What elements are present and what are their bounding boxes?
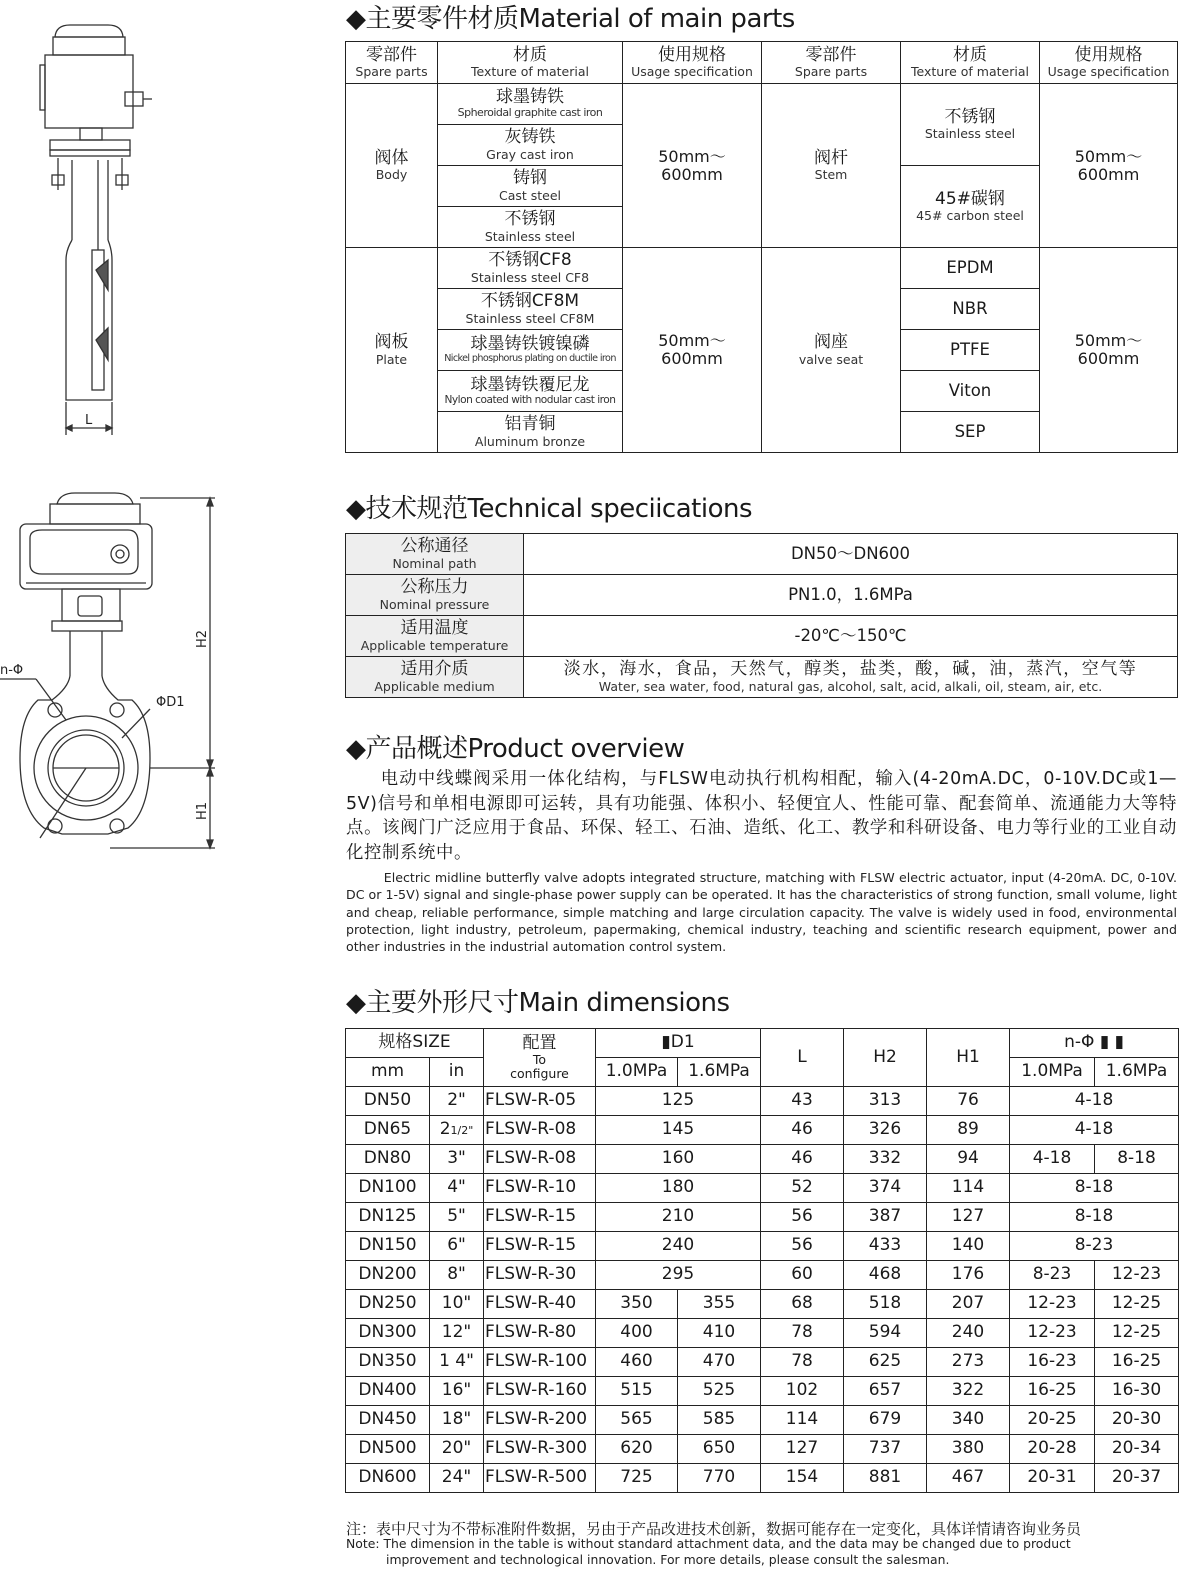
cell-config: FLSW-R-05 bbox=[484, 1087, 596, 1116]
note-zh: 注：表中尺寸为不带标准附件数据，另由于产品改进技术创新，数据可能存在一定变化，具体详情请咨询业务员 bbox=[346, 1520, 1082, 1538]
header-mm: mm bbox=[346, 1058, 430, 1087]
table-row bbox=[346, 1406, 1179, 1435]
material-cell: SEP bbox=[901, 412, 1040, 453]
table-row bbox=[346, 1377, 1179, 1406]
cell-config: FLSW-R-15 bbox=[484, 1232, 596, 1261]
cell-l: 52 bbox=[761, 1174, 844, 1203]
cell-config: FLSW-R-80 bbox=[484, 1319, 596, 1348]
table-row bbox=[346, 1232, 1179, 1261]
cell-h2: 326 bbox=[844, 1116, 927, 1145]
cell-in: 8" bbox=[430, 1261, 484, 1290]
cell-in: 1 4" bbox=[430, 1348, 484, 1377]
cell-in: 5" bbox=[430, 1203, 484, 1232]
cell-holes-16: 20-30 bbox=[1095, 1406, 1179, 1435]
material-cell: 铸钢 Cast steel bbox=[438, 166, 623, 207]
header-size: 规格SIZE bbox=[346, 1029, 484, 1058]
cell-in: 20" bbox=[430, 1435, 484, 1464]
cell-h2: 625 bbox=[844, 1348, 927, 1377]
material-cell: EPDM bbox=[901, 248, 1040, 289]
cell-in: 21/2" bbox=[430, 1116, 484, 1145]
cell-d1: 160 bbox=[596, 1145, 761, 1174]
cell-h2: 332 bbox=[844, 1145, 927, 1174]
table-row bbox=[346, 1319, 1179, 1348]
header-h1: H1 bbox=[927, 1029, 1010, 1087]
material-cell: 灰铸铁 Gray cast iron bbox=[438, 125, 623, 166]
materials-header-cell: 使用规格 Usage specification bbox=[1040, 42, 1178, 84]
cell-d1-16: 770 bbox=[678, 1464, 761, 1493]
cell-d1: 180 bbox=[596, 1174, 761, 1203]
cell-h2: 387 bbox=[844, 1203, 927, 1232]
cell-holes-16: 12-25 bbox=[1095, 1290, 1179, 1319]
cell-in: 10" bbox=[430, 1290, 484, 1319]
material-cell: Viton bbox=[901, 371, 1040, 412]
header-holes-10: 1.0MPa bbox=[1010, 1058, 1095, 1087]
materials-header-cell: 材质 Texture of material bbox=[901, 42, 1040, 84]
cell-holes-10: 12-23 bbox=[1010, 1290, 1095, 1319]
spec-cell: 50mm～ 600mm bbox=[1040, 248, 1178, 453]
header-d1-10: 1.0MPa bbox=[596, 1058, 678, 1087]
cell-h1: 322 bbox=[927, 1377, 1010, 1406]
dim-label-holes: n-Φ bbox=[0, 663, 24, 678]
table-row bbox=[346, 1464, 1179, 1493]
technical-table bbox=[345, 533, 1178, 698]
cell-l: 102 bbox=[761, 1377, 844, 1406]
spec-value: PN1.0，1.6MPa bbox=[524, 575, 1178, 616]
cell-holes: 8-23 bbox=[1010, 1232, 1179, 1261]
cell-l: 60 bbox=[761, 1261, 844, 1290]
cell-d1: 125 bbox=[596, 1087, 761, 1116]
cell-h2: 374 bbox=[844, 1174, 927, 1203]
header-holes: n-Φ ▮ ▮ bbox=[1010, 1029, 1179, 1058]
cell-l: 114 bbox=[761, 1406, 844, 1435]
material-cell: 45#碳钢 45# carbon steel bbox=[901, 166, 1040, 248]
cell-h2: 518 bbox=[844, 1290, 927, 1319]
cell-config: FLSW-R-08 bbox=[484, 1116, 596, 1145]
cell-h2: 679 bbox=[844, 1406, 927, 1435]
material-cell: 不锈钢CF8M Stainless steel CF8M bbox=[438, 289, 623, 330]
cell-d1: 210 bbox=[596, 1203, 761, 1232]
cell-d1-16: 525 bbox=[678, 1377, 761, 1406]
technical-row bbox=[346, 534, 1178, 575]
cell-config: FLSW-R-100 bbox=[484, 1348, 596, 1377]
cell-in: 6" bbox=[430, 1232, 484, 1261]
header-holes-16: 1.6MPa bbox=[1095, 1058, 1179, 1087]
dim-label-h1: H1 bbox=[195, 801, 210, 820]
cell-h1: 127 bbox=[927, 1203, 1010, 1232]
cell-d1-10: 620 bbox=[596, 1435, 678, 1464]
cell-h1: 176 bbox=[927, 1261, 1010, 1290]
header-l: L bbox=[761, 1029, 844, 1087]
spec-label: 公称压力 Nominal pressure bbox=[346, 575, 524, 616]
overview-text-zh: 电动中线蝶阀采用一体化结构，与FLSW电动执行机构相配，输入(4-20mA.DC，0-10V.DC或1—5V)信号和单相电源即可运转，具有功能强、体积小、轻便宜人、性能可靠、配套简单、流通能力大等特点。该阀门广泛应用于食品、环保、轻工、石油、造纸、化工、教学和科研设备、电力等行业的工业自动化控制系统中。 bbox=[346, 769, 1177, 863]
cell-holes: 4-18 bbox=[1010, 1087, 1179, 1116]
cell-in: 16" bbox=[430, 1377, 484, 1406]
cell-d1: 295 bbox=[596, 1261, 761, 1290]
cell-mm: DN500 bbox=[346, 1435, 430, 1464]
cell-h1: 340 bbox=[927, 1406, 1010, 1435]
cell-holes-16: 12-25 bbox=[1095, 1319, 1179, 1348]
cell-holes-10: 16-25 bbox=[1010, 1377, 1095, 1406]
header-d1-16: 1.6MPa bbox=[678, 1058, 761, 1087]
cell-in: 24" bbox=[430, 1464, 484, 1493]
cell-h2: 737 bbox=[844, 1435, 927, 1464]
table-row bbox=[346, 1116, 1179, 1145]
cell-h2: 468 bbox=[844, 1261, 927, 1290]
dim-label-d1: ΦD1 bbox=[156, 695, 185, 710]
cell-holes: 8-18 bbox=[1010, 1174, 1179, 1203]
cell-holes-16: 12-23 bbox=[1095, 1261, 1179, 1290]
cell-d1-10: 400 bbox=[596, 1319, 678, 1348]
cell-mm: DN100 bbox=[346, 1174, 430, 1203]
cell-d1-16: 585 bbox=[678, 1406, 761, 1435]
materials-heading: ◆主要零件材质Material of main parts bbox=[346, 4, 795, 34]
cell-d1-10: 350 bbox=[596, 1290, 678, 1319]
cell-l: 56 bbox=[761, 1203, 844, 1232]
cell-d1-10: 725 bbox=[596, 1464, 678, 1493]
note-en: Note: The dimension in the table is without standard attachment data, and the data may be changed due to product bbox=[346, 1536, 1071, 1551]
spec-value: -20℃～150℃ bbox=[524, 616, 1178, 657]
header-config: 配置 To configure bbox=[484, 1029, 596, 1087]
spec-value: 淡水，海水，食品，天然气，醇类，盐类，酸，碱，油，蒸汽，空气等 Water, sea water, food, natural gas, alcohol, salt, acid, alkali, oil, steam, air, etc. bbox=[524, 657, 1178, 698]
cell-holes: 4-18 bbox=[1010, 1116, 1179, 1145]
cell-mm: DN80 bbox=[346, 1145, 430, 1174]
valve-front-view-drawing bbox=[0, 488, 230, 860]
material-cell: 铝青铜 Aluminum bronze bbox=[438, 412, 623, 453]
cell-l: 56 bbox=[761, 1232, 844, 1261]
table-row bbox=[346, 1261, 1179, 1290]
cell-d1-10: 515 bbox=[596, 1377, 678, 1406]
cell-holes-16: 20-34 bbox=[1095, 1435, 1179, 1464]
material-cell: 不锈钢 Stainless steel bbox=[438, 207, 623, 248]
spec-label: 公称通径 Nominal path bbox=[346, 534, 524, 575]
cell-config: FLSW-R-200 bbox=[484, 1406, 596, 1435]
table-row bbox=[346, 1174, 1179, 1203]
cell-l: 43 bbox=[761, 1087, 844, 1116]
dimensions-table bbox=[345, 1028, 1179, 1493]
cell-config: FLSW-R-08 bbox=[484, 1145, 596, 1174]
cell-holes-16: 8-18 bbox=[1095, 1145, 1179, 1174]
material-cell: 球墨铸铁覆尼龙 Nylon coated with nodular cast iron bbox=[438, 371, 623, 412]
cell-mm: DN400 bbox=[346, 1377, 430, 1406]
cell-l: 78 bbox=[761, 1348, 844, 1377]
part-stem: 阀杆 Stem bbox=[762, 84, 901, 248]
cell-h1: 114 bbox=[927, 1174, 1010, 1203]
material-cell: 球墨铸铁 Spheroidal graphite cast iron bbox=[438, 84, 623, 125]
cell-holes: 8-18 bbox=[1010, 1203, 1179, 1232]
part-body: 阀体 Body bbox=[346, 84, 438, 248]
material-cell: 不锈钢CF8 Stainless steel CF8 bbox=[438, 248, 623, 289]
cell-mm: DN350 bbox=[346, 1348, 430, 1377]
cell-holes-10: 20-31 bbox=[1010, 1464, 1095, 1493]
cell-in: 18" bbox=[430, 1406, 484, 1435]
overview-heading: ◆产品概述Product overview bbox=[346, 734, 685, 764]
cell-h1: 89 bbox=[927, 1116, 1010, 1145]
cell-config: FLSW-R-15 bbox=[484, 1203, 596, 1232]
cell-h2: 657 bbox=[844, 1377, 927, 1406]
dimensions-heading: ◆主要外形尺寸Main dimensions bbox=[346, 988, 730, 1018]
cell-h1: 273 bbox=[927, 1348, 1010, 1377]
cell-config: FLSW-R-160 bbox=[484, 1377, 596, 1406]
materials-header-cell: 使用规格 Usage specification bbox=[623, 42, 762, 84]
cell-holes-10: 4-18 bbox=[1010, 1145, 1095, 1174]
cell-holes-10: 20-25 bbox=[1010, 1406, 1095, 1435]
spec-cell: 50mm～ 600mm bbox=[623, 84, 762, 248]
cell-mm: DN600 bbox=[346, 1464, 430, 1493]
cell-h1: 76 bbox=[927, 1087, 1010, 1116]
materials-header-cell: 零部件 Spare parts bbox=[346, 42, 438, 84]
cell-holes-16: 20-37 bbox=[1095, 1464, 1179, 1493]
cell-holes-10: 16-23 bbox=[1010, 1348, 1095, 1377]
part-plate: 阀板 Plate bbox=[346, 248, 438, 453]
cell-h1: 380 bbox=[927, 1435, 1010, 1464]
cell-d1-16: 650 bbox=[678, 1435, 761, 1464]
dim-label-h2: H2 bbox=[195, 629, 210, 648]
cell-d1-16: 410 bbox=[678, 1319, 761, 1348]
cell-mm: DN65 bbox=[346, 1116, 430, 1145]
table-row bbox=[346, 1203, 1179, 1232]
cell-d1-16: 355 bbox=[678, 1290, 761, 1319]
cell-h2: 881 bbox=[844, 1464, 927, 1493]
cell-config: FLSW-R-300 bbox=[484, 1435, 596, 1464]
material-cell: 球墨铸铁镀镍磷 Nickel phosphorus plating on ductile iron bbox=[438, 330, 623, 371]
cell-holes-16: 16-25 bbox=[1095, 1348, 1179, 1377]
technical-row bbox=[346, 657, 1178, 698]
dim-label-l: L bbox=[85, 413, 93, 428]
valve-side-view-drawing bbox=[0, 10, 175, 445]
cell-h2: 594 bbox=[844, 1319, 927, 1348]
cell-mm: DN250 bbox=[346, 1290, 430, 1319]
cell-in: 4" bbox=[430, 1174, 484, 1203]
cell-h1: 94 bbox=[927, 1145, 1010, 1174]
cell-h1: 140 bbox=[927, 1232, 1010, 1261]
spec-label: 适用介质 Applicable medium bbox=[346, 657, 524, 698]
cell-mm: DN450 bbox=[346, 1406, 430, 1435]
header-in: in bbox=[430, 1058, 484, 1087]
cell-mm: DN50 bbox=[346, 1087, 430, 1116]
cell-h1: 240 bbox=[927, 1319, 1010, 1348]
cell-d1: 145 bbox=[596, 1116, 761, 1145]
part-seat: 阀座 valve seat bbox=[762, 248, 901, 453]
cell-d1: 240 bbox=[596, 1232, 761, 1261]
cell-l: 68 bbox=[761, 1290, 844, 1319]
cell-l: 154 bbox=[761, 1464, 844, 1493]
cell-config: FLSW-R-500 bbox=[484, 1464, 596, 1493]
note-en-continued: improvement and technological innovation. For more details, please consult the salesman. bbox=[386, 1552, 950, 1567]
cell-config: FLSW-R-30 bbox=[484, 1261, 596, 1290]
cell-mm: DN300 bbox=[346, 1319, 430, 1348]
table-row bbox=[346, 1348, 1179, 1377]
cell-mm: DN125 bbox=[346, 1203, 430, 1232]
cell-mm: DN150 bbox=[346, 1232, 430, 1261]
cell-holes-10: 8-23 bbox=[1010, 1261, 1095, 1290]
cell-in: 3" bbox=[430, 1145, 484, 1174]
material-cell: NBR bbox=[901, 289, 1040, 330]
cell-holes-16: 16-30 bbox=[1095, 1377, 1179, 1406]
cell-l: 46 bbox=[761, 1116, 844, 1145]
header-h2: H2 bbox=[844, 1029, 927, 1087]
cell-d1-10: 565 bbox=[596, 1406, 678, 1435]
technical-heading: ◆技术规范Technical speciications bbox=[346, 494, 753, 524]
table-row bbox=[346, 1087, 1179, 1116]
cell-d1-10: 460 bbox=[596, 1348, 678, 1377]
cell-d1-16: 470 bbox=[678, 1348, 761, 1377]
overview-text-en: Electric midline butterfly valve adopts integrated structure, matching with FLSW electric actuator, input (4-20mA. DC, 0-10V. DC or 1-5V) signal and single-phase power supply can be operated. It has the characteristics of strong function, small volume, light and cheap, reliable performance, simple matching and large circulation capacity. The valve is widely used in food, environmental protection, light industry, petroleum, papermaking, chemical industry, teaching and scientific research equipment, power and other industries in the industrial automation control system. bbox=[346, 870, 1177, 955]
cell-in: 2" bbox=[430, 1087, 484, 1116]
materials-table bbox=[345, 41, 1178, 453]
cell-h1: 467 bbox=[927, 1464, 1010, 1493]
cell-config: FLSW-R-10 bbox=[484, 1174, 596, 1203]
cell-l: 127 bbox=[761, 1435, 844, 1464]
cell-mm: DN200 bbox=[346, 1261, 430, 1290]
header-d1: ▮D1 bbox=[596, 1029, 761, 1058]
material-cell: PTFE bbox=[901, 330, 1040, 371]
dimensions-header-row bbox=[346, 1029, 1179, 1058]
cell-l: 78 bbox=[761, 1319, 844, 1348]
spec-cell: 50mm～ 600mm bbox=[623, 248, 762, 453]
cell-h2: 433 bbox=[844, 1232, 927, 1261]
technical-row bbox=[346, 575, 1178, 616]
spec-cell: 50mm～ 600mm bbox=[1040, 84, 1178, 248]
spec-label: 适用温度 Applicable temperature bbox=[346, 616, 524, 657]
cell-h2: 313 bbox=[844, 1087, 927, 1116]
cell-l: 46 bbox=[761, 1145, 844, 1174]
table-row bbox=[346, 1145, 1179, 1174]
materials-header-row bbox=[346, 42, 1178, 84]
cell-holes-10: 20-28 bbox=[1010, 1435, 1095, 1464]
table-row bbox=[346, 1435, 1179, 1464]
materials-header-cell: 零部件 Spare parts bbox=[762, 42, 901, 84]
cell-h1: 207 bbox=[927, 1290, 1010, 1319]
technical-row bbox=[346, 616, 1178, 657]
materials-header-cell: 材质 Texture of material bbox=[438, 42, 623, 84]
spec-value: DN50～DN600 bbox=[524, 534, 1178, 575]
table-row bbox=[346, 1290, 1179, 1319]
cell-holes-10: 12-23 bbox=[1010, 1319, 1095, 1348]
cell-config: FLSW-R-40 bbox=[484, 1290, 596, 1319]
cell-in: 12" bbox=[430, 1319, 484, 1348]
material-cell: 不锈钢 Stainless steel bbox=[901, 84, 1040, 166]
